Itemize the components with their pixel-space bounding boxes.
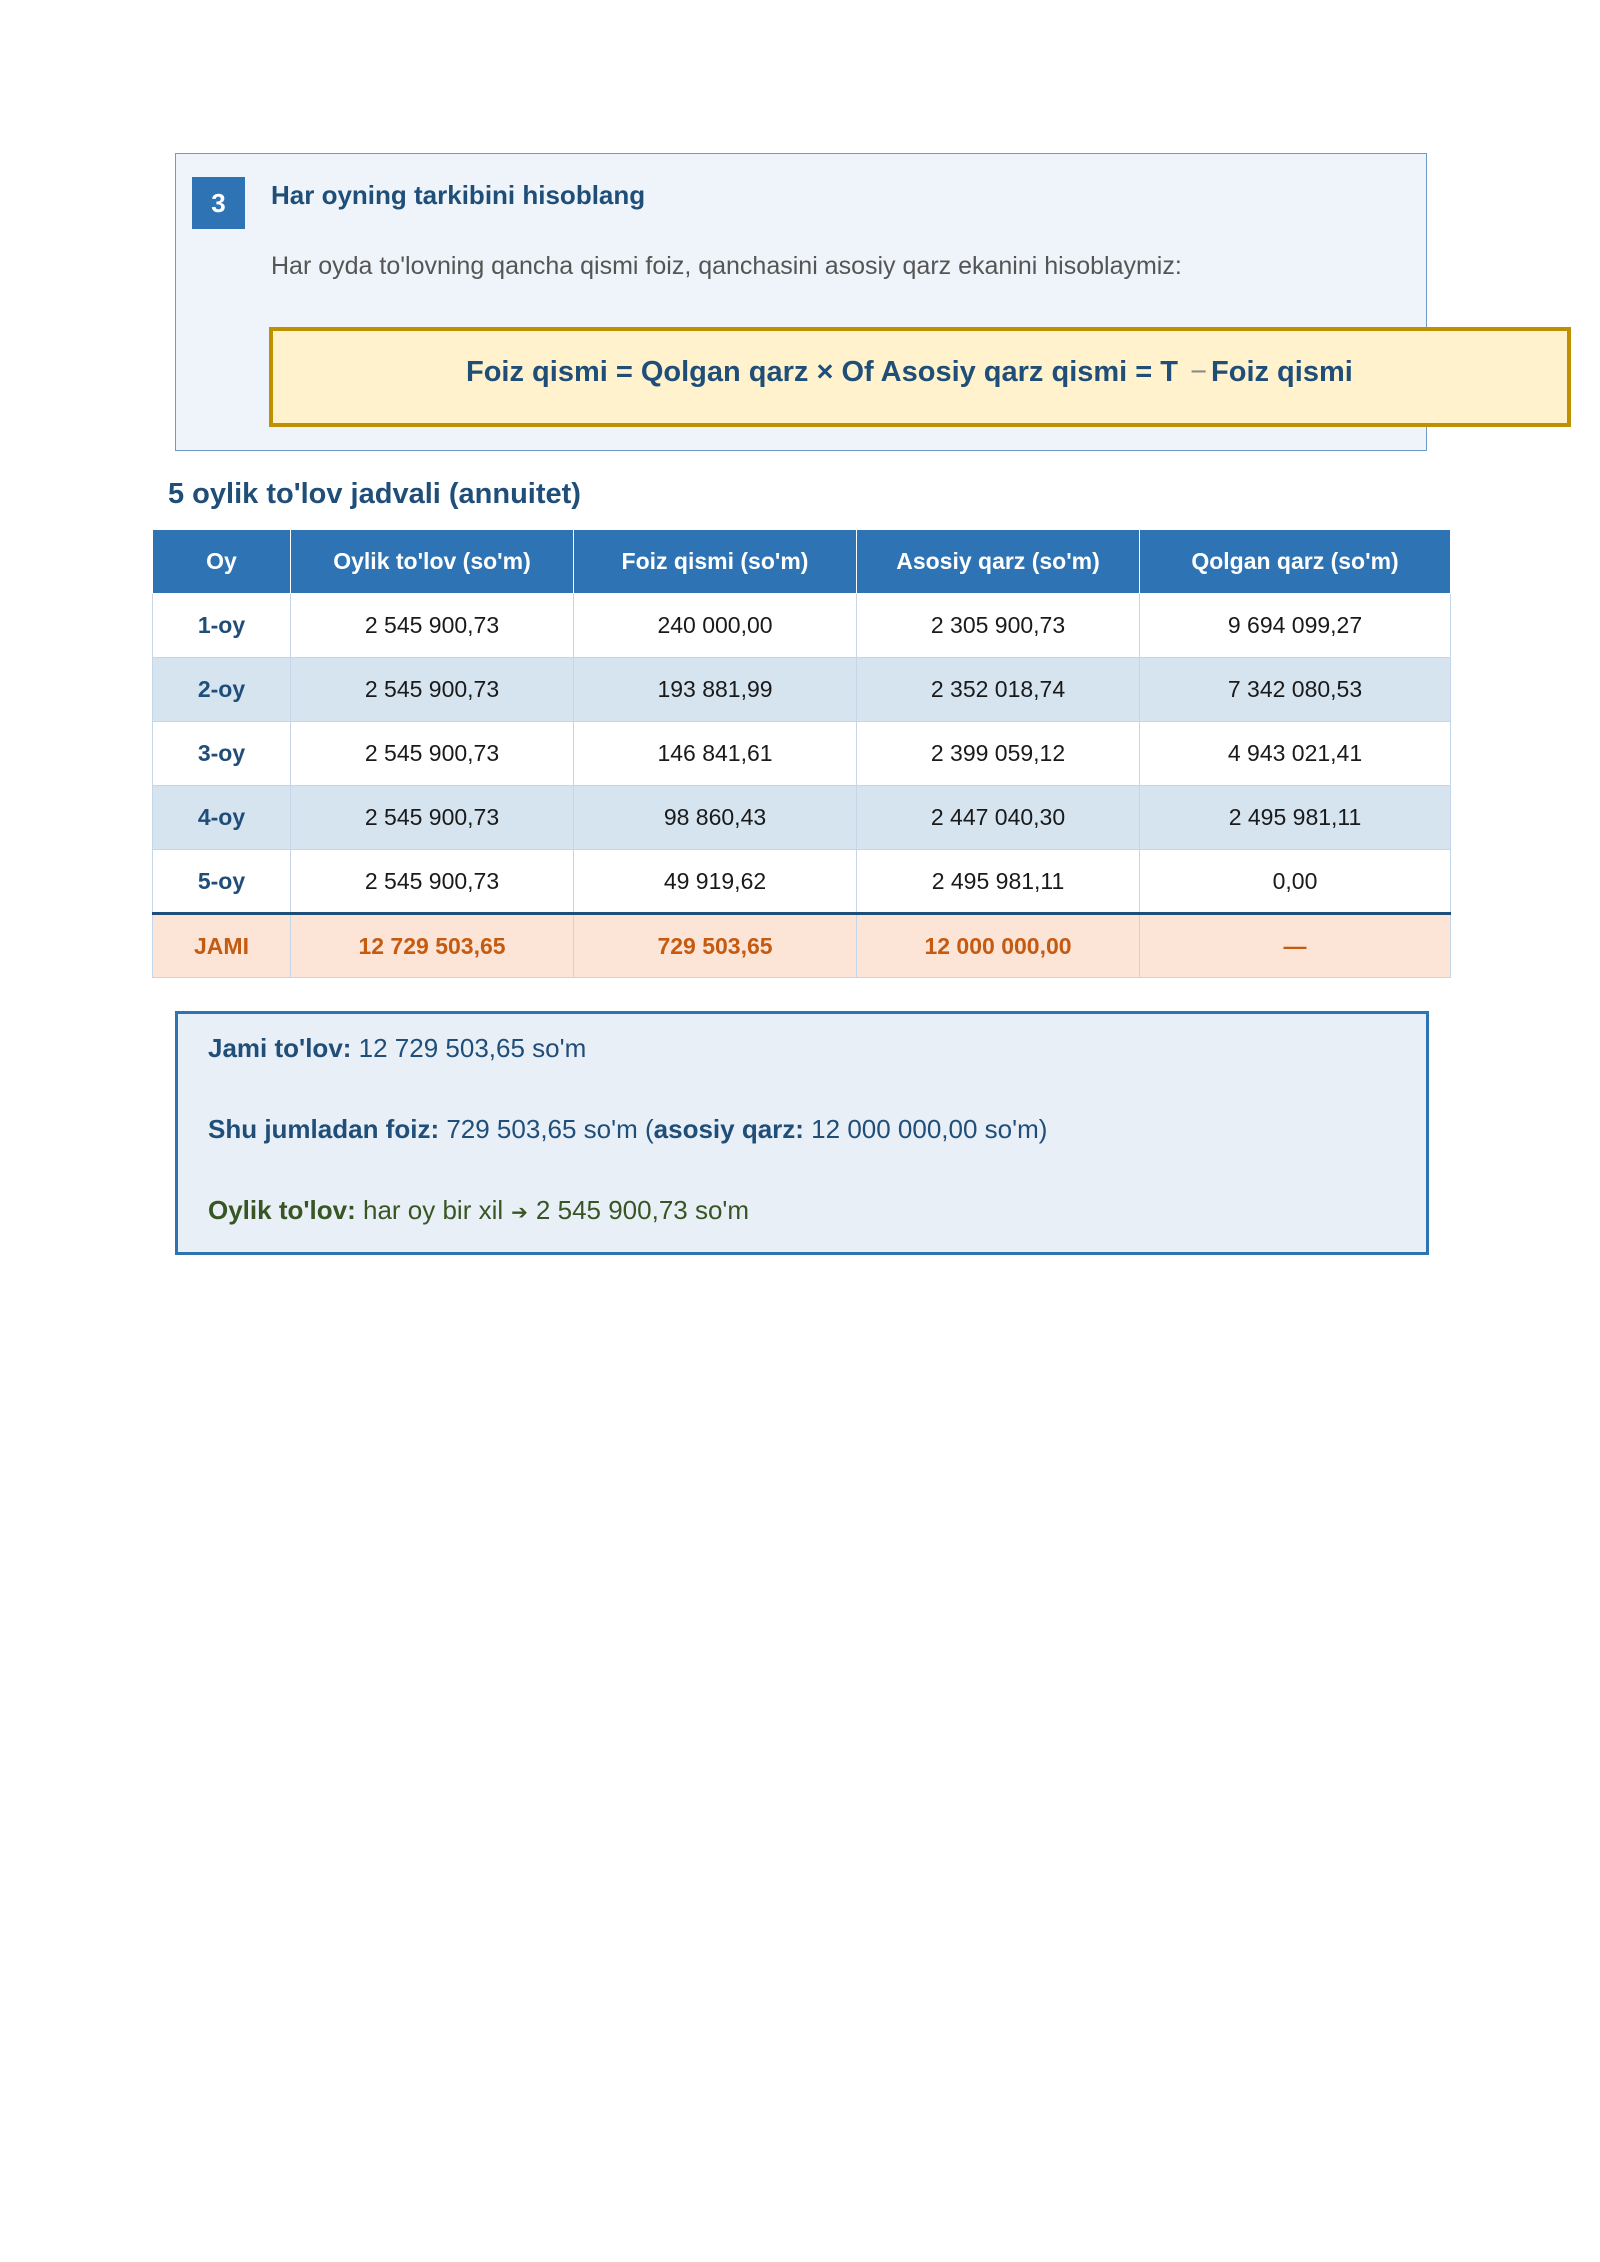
summary-monthly-label: Oylik to'lov: <box>208 1195 356 1225</box>
cell-remaining: 7 342 080,53 <box>1140 658 1451 722</box>
summary-interest-value: 729 503,65 so'm ( <box>439 1114 654 1144</box>
step-number-badge: 3 <box>192 177 245 229</box>
table-title: 5 oylik to'lov jadvali (annuitet) <box>168 478 581 510</box>
summary-monthly-text: har oy bir xil <box>355 1195 504 1225</box>
summary-interest-label: Shu jumladan foiz: <box>208 1114 440 1144</box>
cell-principal: 2 495 981,11 <box>857 850 1140 914</box>
formula-part-1: Foiz qismi = Qolgan qarz × Of Asosiy qarz qismi = T <box>466 356 1179 388</box>
summary-total-value: 12 729 503,65 so'm <box>351 1033 587 1063</box>
cell-month: 5-oy <box>153 850 291 914</box>
cell-interest: 193 881,99 <box>574 658 857 722</box>
cell-interest: 146 841,61 <box>574 722 857 786</box>
table-row <box>153 658 1451 722</box>
step-title: Har oyning tarkibini hisoblang <box>271 180 646 210</box>
cell-interest: 240 000,00 <box>574 594 857 658</box>
cell-month: 4-oy <box>153 786 291 850</box>
total-label: JAMI <box>153 914 291 978</box>
formula-part-2: Foiz qismi <box>1211 356 1353 388</box>
cell-principal: 2 305 900,73 <box>857 594 1140 658</box>
cell-payment: 2 545 900,73 <box>291 786 574 850</box>
cell-remaining: 4 943 021,41 <box>1140 722 1451 786</box>
total-remaining: — <box>1140 914 1451 978</box>
summary-principal-value: 12 000 000,00 so'm) <box>803 1114 1048 1144</box>
cell-payment: 2 545 900,73 <box>291 658 574 722</box>
payment-schedule-table <box>152 529 1451 978</box>
cell-payment: 2 545 900,73 <box>291 850 574 914</box>
table-row <box>153 786 1451 850</box>
total-principal: 12 000 000,00 <box>857 914 1140 978</box>
cell-remaining: 2 495 981,11 <box>1140 786 1451 850</box>
cell-interest: 98 860,43 <box>574 786 857 850</box>
cell-interest: 49 919,62 <box>574 850 857 914</box>
summary-monthly-value: 2 545 900,73 so'm <box>535 1195 750 1225</box>
summary-principal-label: asosiy qarz: <box>653 1114 804 1144</box>
cell-remaining: 9 694 099,27 <box>1140 594 1451 658</box>
cell-month: 1-oy <box>153 594 291 658</box>
step-description: Har oyda to'lovning qancha qismi foiz, qanchasini asosiy qarz ekanini hisoblaymiz: <box>271 252 1182 280</box>
header-principal: Asosiy qarz (so'm) <box>857 530 1140 594</box>
cell-principal: 2 352 018,74 <box>857 658 1140 722</box>
cell-payment: 2 545 900,73 <box>291 722 574 786</box>
table-header-row <box>153 530 1451 594</box>
header-remaining-debt: Qolgan qarz (so'm) <box>1140 530 1451 594</box>
arrow-right-icon: ➔ <box>511 1202 528 1224</box>
formula-text <box>466 356 1353 389</box>
cell-principal: 2 447 040,30 <box>857 786 1140 850</box>
table-row <box>153 594 1451 658</box>
total-payment: 12 729 503,65 <box>291 914 574 978</box>
summary-total-payment <box>208 1033 586 1064</box>
table-row <box>153 722 1451 786</box>
table-row <box>153 850 1451 914</box>
cell-remaining: 0,00 <box>1140 850 1451 914</box>
summary-interest <box>208 1114 1047 1145</box>
cell-payment: 2 545 900,73 <box>291 594 574 658</box>
formula-minus: − <box>1190 356 1208 388</box>
header-monthly-payment: Oylik to'lov (so'm) <box>291 530 574 594</box>
table-total-row <box>153 914 1451 978</box>
summary-total-label: Jami to'lov: <box>208 1033 352 1063</box>
cell-principal: 2 399 059,12 <box>857 722 1140 786</box>
header-oy: Oy <box>153 530 291 594</box>
cell-month: 2-oy <box>153 658 291 722</box>
header-interest-part: Foiz qismi (so'm) <box>574 530 857 594</box>
summary-monthly-payment <box>208 1195 749 1226</box>
cell-month: 3-oy <box>153 722 291 786</box>
total-interest: 729 503,65 <box>574 914 857 978</box>
